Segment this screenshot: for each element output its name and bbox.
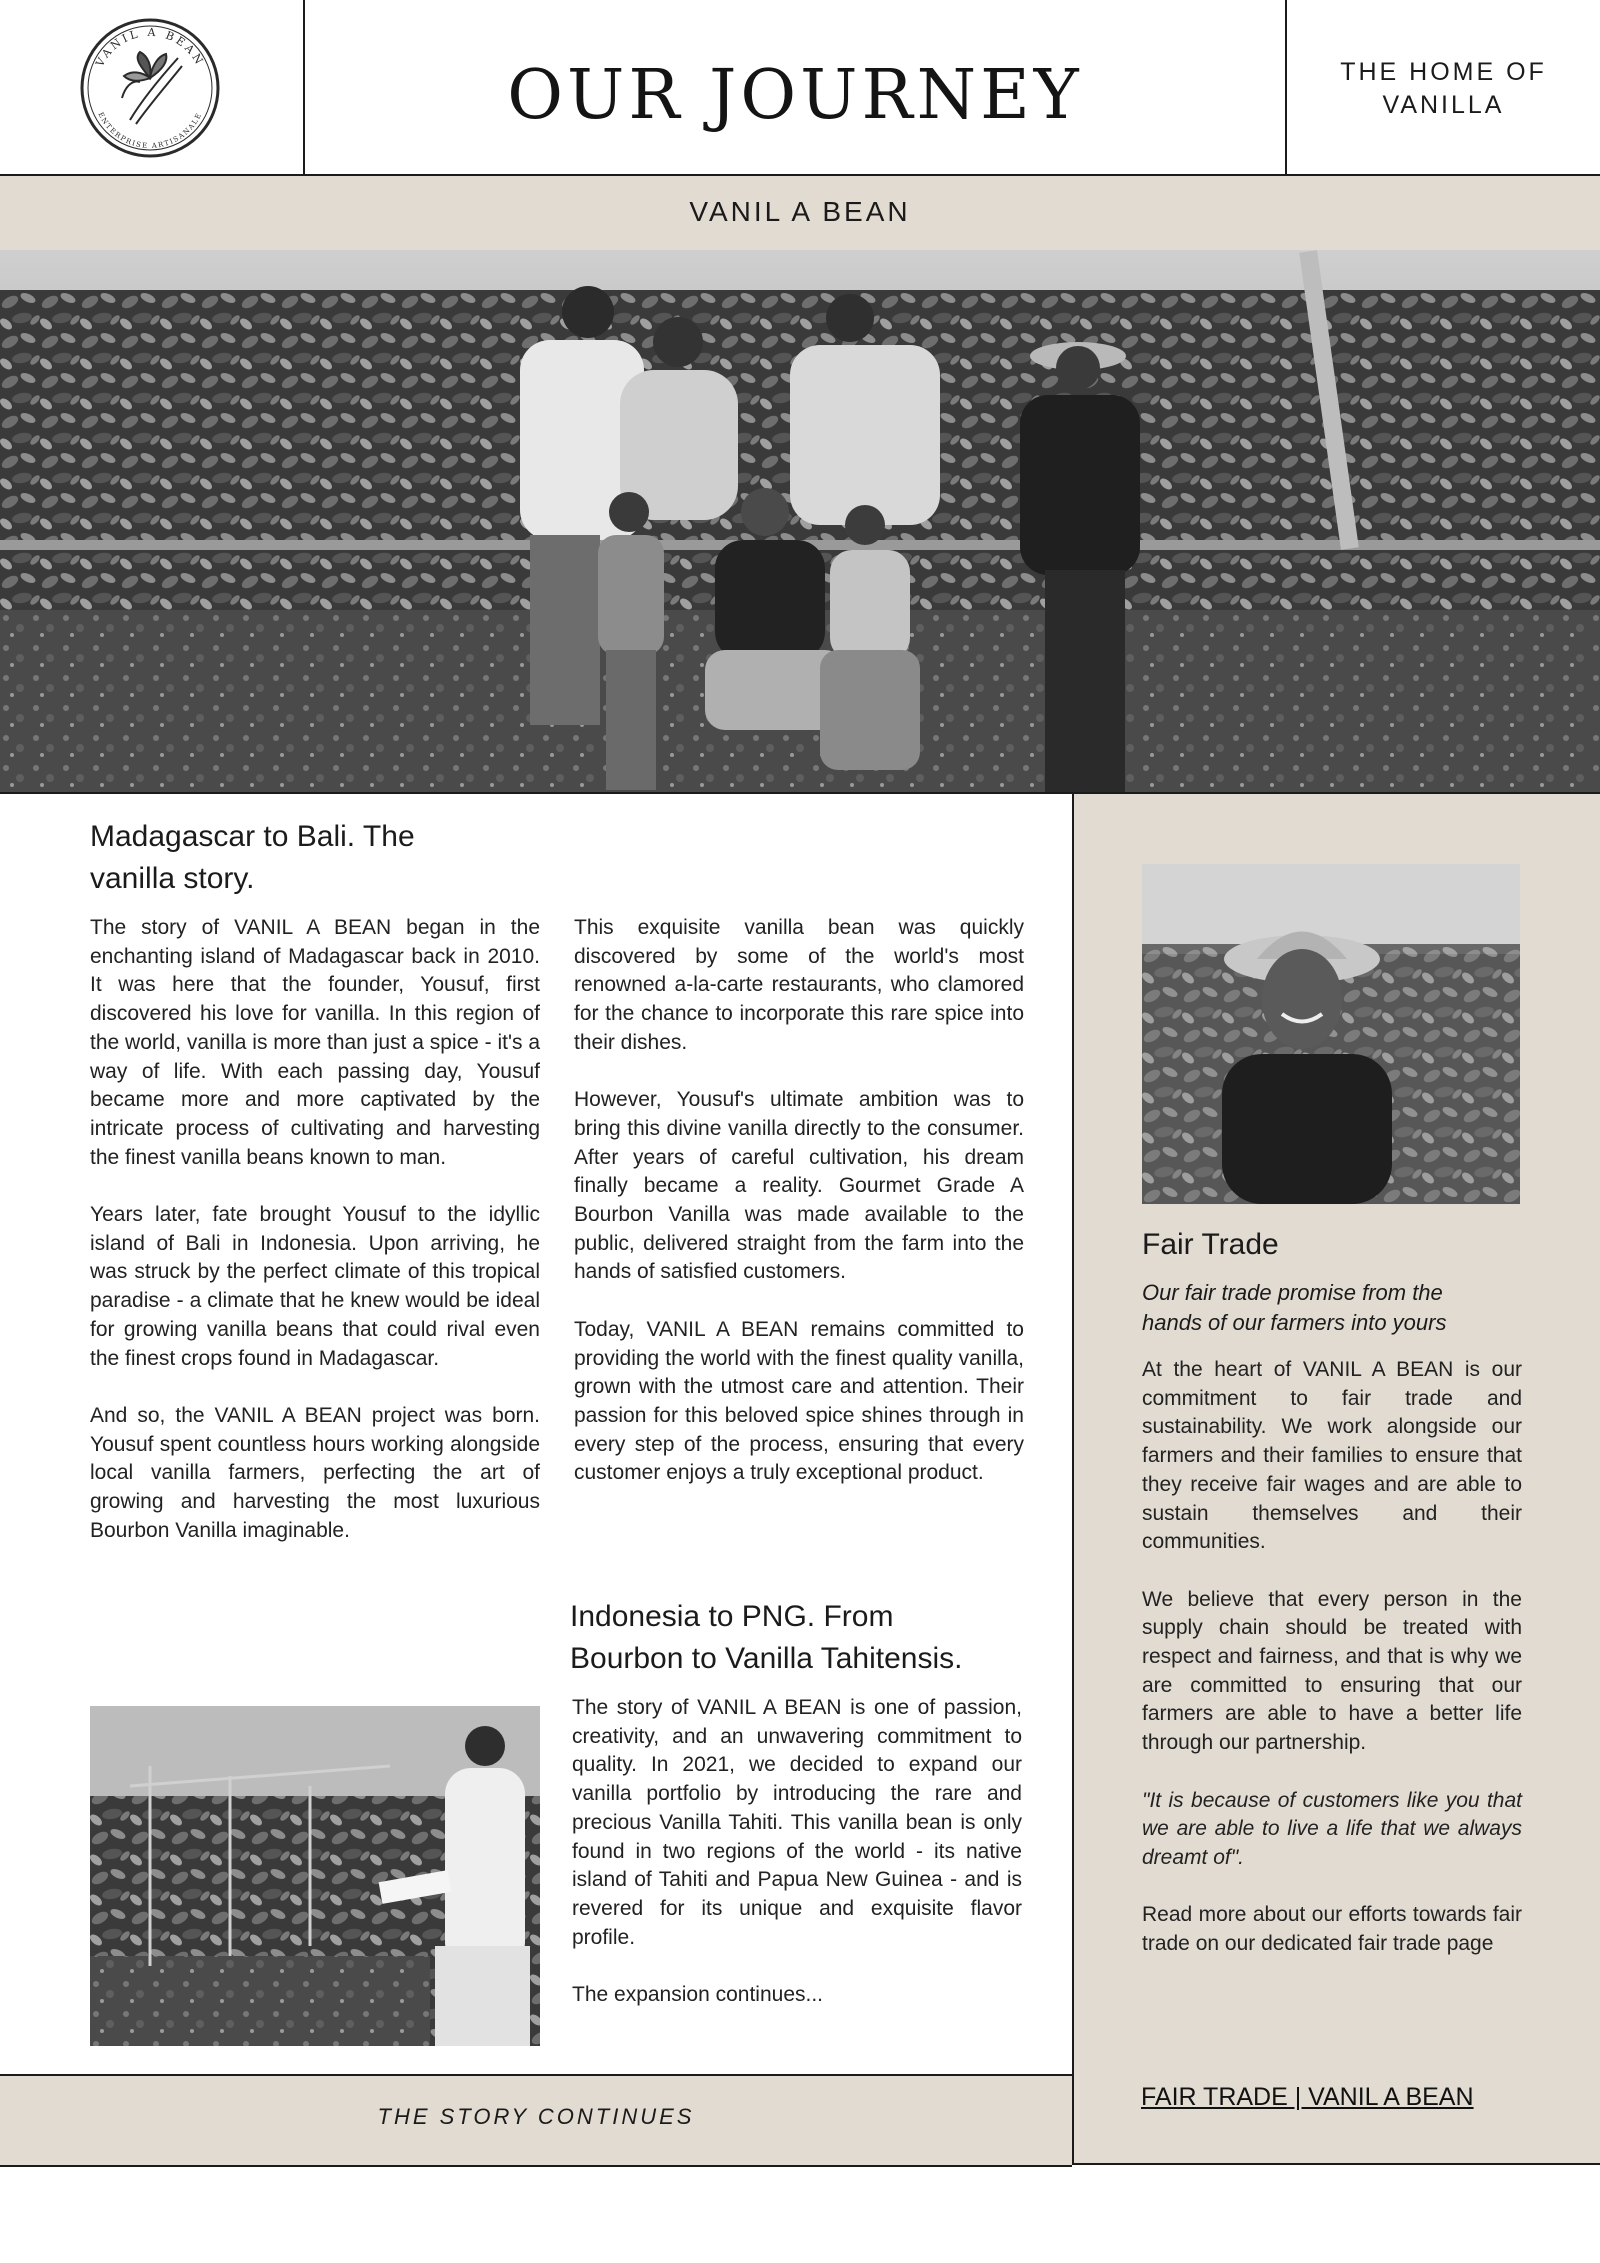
- page-title: OUR JOURNEY: [507, 56, 1083, 135]
- expansion-paragraph-2: The expansion continues...: [572, 1983, 823, 2007]
- logo-text-top: VANIL A BEAN: [93, 25, 207, 69]
- fair-trade-paragraph-1: At the heart of VANIL A BEAN is our commitment to fair trade and sustainability. We work alongside our farmers and their families to ensure that they receive fair wages and are able to sustain themselves and their communities.: [1142, 1358, 1522, 1554]
- hero-photo: [0, 250, 1600, 794]
- left-paragraph-2: Years later, fate brought Yousuf to the idyllic island of Bali in Indonesia. Upon arriving, he was struck by the perfect climate of this tropical paradise - a climate that he knew would be ideal for growing vanilla beans that could rival even the finest crops found in Madagascar.: [90, 1203, 540, 1370]
- brand-logo: [70, 8, 230, 168]
- fair-trade-lead: Our fair trade promise from the hands of our farmers into yours: [1142, 1280, 1447, 1335]
- middle-paragraph-3: Today, VANIL A BEAN remains committed to providing the world with the finest quality vanilla, grown with the utmost care and attention. Their passion for this beloved spice shines through in every step of the process, ensuring that every customer enjoys a truly exceptional product.: [574, 1317, 1024, 1485]
- vanilla-flower-icon: [122, 52, 182, 124]
- page-header: [0, 0, 1600, 176]
- fair-trade-heading: Fair Trade: [1142, 1228, 1279, 1261]
- smiling-farmer-icon: [1142, 864, 1520, 1204]
- left-column-text: [90, 914, 540, 1545]
- middle-paragraph-1: This exquisite vanilla bean was quickly discovered by some of the world's most renowned a-la-carte restaurants, who clamored for the chance to incorporate this rare spice into their dishes.: [574, 916, 1024, 1054]
- fair-trade-text: [1142, 1356, 1522, 1959]
- tagline: THE HOME OF VANILLA: [1340, 58, 1547, 119]
- expansion-text: [572, 1694, 1022, 2010]
- farmer-photo: [1142, 864, 1520, 1204]
- brand-name: VANIL A BEAN: [689, 196, 911, 227]
- middle-paragraph-2: However, Yousuf's ultimate ambition was to bring this divine vanilla directly to the consumer. After years of careful cultivation, his dream finally became a reality. Gourmet Grade A Bourbon Vanilla was made available to the public, delivered straight from the farm into the hands of satisfied customers.: [574, 1088, 1024, 1284]
- expansion-paragraph-1: The story of VANIL A BEAN is one of passion, creativity, and an unwavering commitment to quality. In 2021, we decided to expand our vanilla portfolio by introducing the rare and precious Vanilla Tahiti. This vanilla bean is only found in two regions of the world - its native island of Tahiti and Papua New Guinea - and is revered for its unique and exquisite flavor profile.: [572, 1696, 1022, 1949]
- brand-band: [0, 176, 1600, 250]
- group-photo-farmers: [0, 250, 1600, 792]
- fair-trade-paragraph-2: We believe that every person in the supply chain should be treated with respect and fairness, and that is why we are committed to ensuring that our farmers are able to have a better life through our partnership.: [1142, 1587, 1522, 1755]
- read-more-text: Read more about our efforts towards fair trade on our dedicated fair trade page: [1142, 1903, 1522, 1956]
- expansion-heading: Indonesia to PNG. From Bourbon to Vanilla Tahitensis.: [570, 1600, 963, 1675]
- tagline-cell: [1287, 0, 1600, 174]
- logo-text-bottom: ENTERPRISE ARTISANALE: [96, 111, 204, 151]
- title-cell: [305, 0, 1287, 174]
- left-paragraph-3: And so, the VANIL A BEAN project was born. Yousuf spent countless hours working alongside local vanilla farmers, perfecting the art of growing and harvesting the most luxurious Bourbon Vanilla imaginable.: [90, 1403, 540, 1542]
- vanilla-garden-icon: [90, 1706, 540, 2046]
- footer-band: [0, 2074, 1072, 2167]
- fair-trade-sidebar: [1072, 794, 1600, 2165]
- left-paragraph-1: The story of VANIL A BEAN began in the enchanting island of Madagascar back in 2010. It was here that the founder, Yousuf, first discovered his love for vanilla. In this region of the world, vanilla is more than just a spice - it's a way of life. With each passing day, Yousuf became more and more captivated by the intricate process of cultivating and harvesting the finest vanilla beans known to man.: [90, 916, 540, 1169]
- farmer-quote: "It is because of customers like you that we are able to live a life that we always dreamt of".: [1142, 1788, 1522, 1869]
- story-continues-text: THE STORY CONTINUES: [377, 2104, 695, 2129]
- fair-trade-page-link[interactable]: FAIR TRADE | VANIL A BEAN: [1141, 2083, 1474, 2111]
- logo-cell: [0, 0, 305, 174]
- middle-column-text: [574, 914, 1024, 1488]
- story-heading: Madagascar to Bali. The vanilla story.: [90, 820, 415, 895]
- garden-photo: [90, 1706, 540, 2046]
